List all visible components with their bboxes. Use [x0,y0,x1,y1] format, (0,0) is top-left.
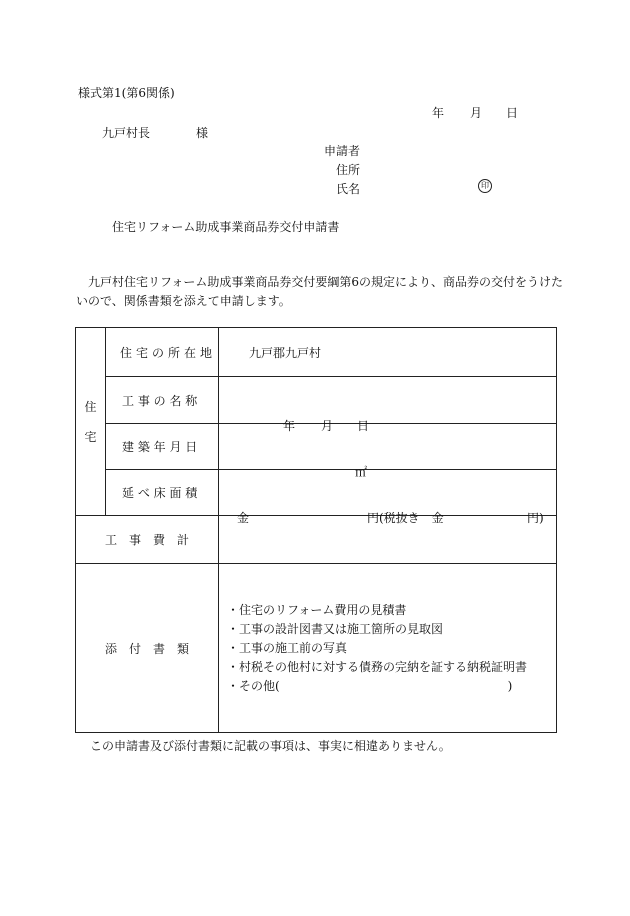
location-label: 住宅の所在地 [106,328,219,377]
attachments-list [227,601,556,696]
built-month: 月 [321,419,334,433]
applicant-label: 申請者 [324,144,361,158]
floor-area-unit: ㎡ [355,465,368,479]
house-group-char-2: 宅 [84,429,97,444]
seal-mark: 印 [478,179,492,193]
body-text-line2: いので、関係書類を添えて申請します。 [76,294,291,308]
address-label: 住所 [336,163,361,177]
name-label: 氏名 [336,182,361,196]
cost-yen-tax: 円(税抜き 金 [367,511,444,525]
date-day: 日 [506,106,519,120]
work-name-label: 工 事 の 名 称 [106,377,219,424]
work-name-field[interactable] [219,377,557,424]
list-item: ・工事の設計図書又は施工箇所の見取図 [227,621,444,636]
list-item: ・村税その他村に対する債務の完納を証する納税証明書 [227,659,528,674]
form-number: 様式第1(第6関係) [78,86,175,100]
floor-area-label: 延 べ 床 面 積 [106,470,219,516]
built-date-label: 建 築 年 月 日 [106,424,219,470]
house-group-char-1: 住 [84,399,97,414]
built-day: 日 [357,419,370,433]
list-item: ・工事の施工前の写真 [227,640,348,655]
list-item: ・住宅のリフォーム費用の見積書 [227,602,407,617]
built-date-field[interactable] [219,419,557,470]
honorific: 様 [196,126,209,140]
application-form-table [75,327,557,733]
attachments-field [219,564,557,733]
house-group-label [76,328,106,516]
list-item: ・その他( ) [227,678,513,693]
location-value: 九戸郡九戸村 [249,345,322,360]
built-year: 年 [283,419,296,433]
document-title: 住宅リフォーム助成事業商品券交付申請書 [112,220,340,234]
cost-label: 工 事 費 計 [76,516,219,564]
declaration: この申請書及び添付書類に記載の事項は、事実に相違ありません。 [90,739,451,753]
date-month: 月 [470,106,483,120]
body-text-line1: 九戸村住宅リフォーム助成事業商品券交付要綱第6の規定により、商品券の交付をうけた [88,275,564,289]
attachments-label: 添 付 書 類 [76,564,219,733]
cost-prefix: 金 [237,511,250,525]
cost-yen-close: 円) [527,511,544,525]
addressee: 九戸村長 [102,126,151,140]
location-field[interactable] [219,328,557,377]
date-year: 年 [432,106,445,120]
cost-field[interactable] [219,511,557,564]
